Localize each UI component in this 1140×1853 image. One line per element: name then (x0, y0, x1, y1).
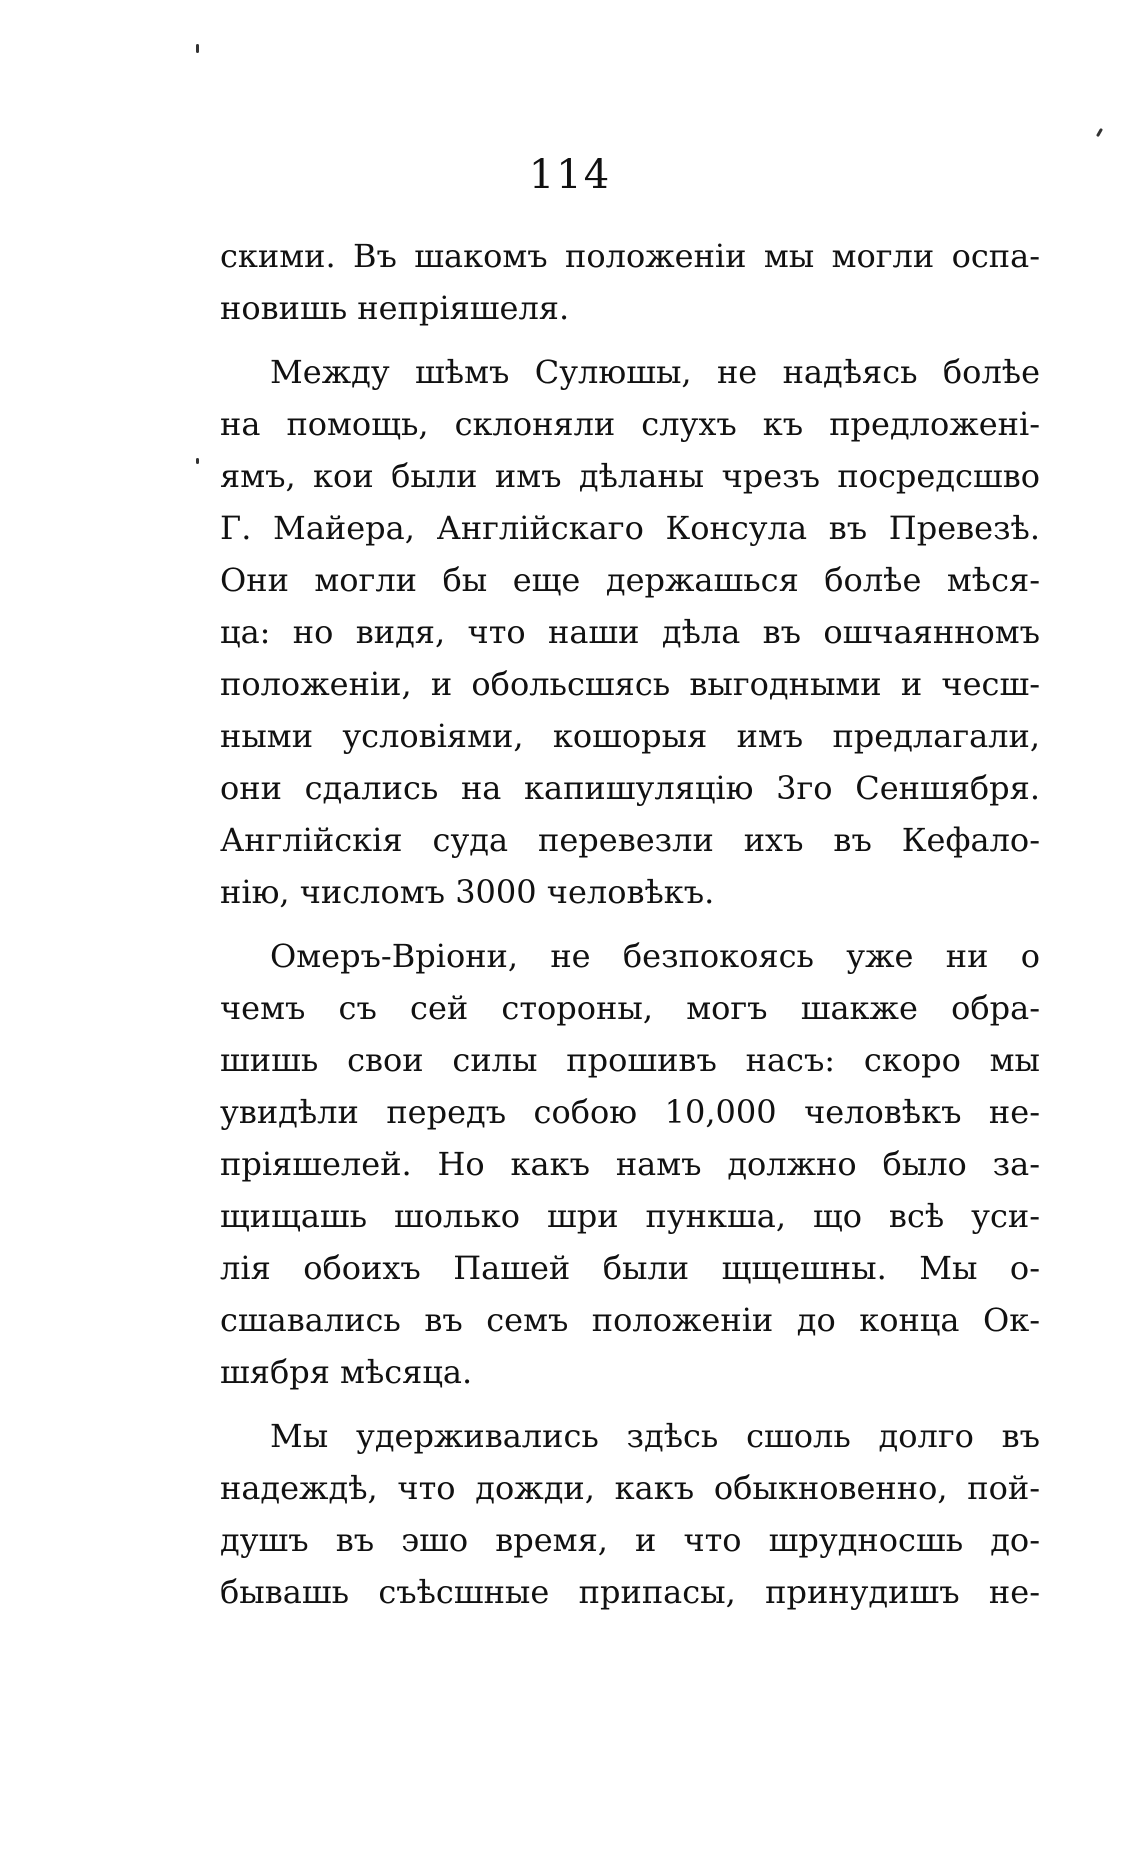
text-line: сшавались въ семъ положеніи до конца Ок- (220, 1301, 1040, 1339)
text-line: положеніи, и обольсшясь выгодными и чесш- (220, 665, 1040, 703)
text-line: новишь непріяшеля. (220, 289, 570, 327)
text-line: увидѣли передъ собою 10,000 человѣкъ не- (220, 1093, 1040, 1131)
text-line: на помощь, склоняли слухъ къ предложені- (220, 405, 1040, 443)
text-line: надеждѣ, что дожди, какъ обыкновенно, пой- (220, 1469, 1040, 1507)
text-line: ямъ, кои были имъ дѣланы чрезъ посредсшво (220, 457, 1040, 495)
text-line: шишь свои силы прошивъ насъ: скоро мы (220, 1041, 1040, 1079)
page-number: 114 (528, 152, 612, 198)
text-line: скими. Въ шакомъ положеніи мы могли оспа- (220, 237, 1040, 275)
ink-speck (1096, 128, 1103, 137)
paragraph-1 (220, 230, 1040, 334)
paragraph-4 (220, 1410, 1040, 1618)
text-line: бывашь съѣсшные припасы, принудишъ не- (220, 1573, 1040, 1611)
ink-speck (196, 458, 199, 464)
text-line: лія обоихъ Пашей были щщешны. Мы о- (220, 1249, 1040, 1287)
text-line: Англійскія суда перевезли ихъ въ Кефало- (220, 821, 1040, 859)
ink-speck (196, 44, 199, 53)
text-line: щищашь шолько шри пункша, що всѣ уси- (220, 1197, 1040, 1235)
text-line: нію, числомъ 3000 человѣкъ. (220, 873, 715, 911)
text-line: ца: но видя, что наши дѣла въ ошчаянномъ (220, 613, 1040, 651)
body-text (220, 230, 1040, 1618)
text-line: шября мѣсяца. (220, 1353, 473, 1391)
text-line: Омеръ-Вріони, не безпокоясь уже ни о (270, 937, 1040, 975)
text-line: Мы удерживались здѣсь сшоль долго въ (270, 1417, 1040, 1455)
text-line: пріяшелей. Но какъ намъ должно было за- (220, 1145, 1040, 1183)
text-line: Они могли бы еще держашься болѣе мѣся- (220, 561, 1040, 599)
text-line: чемъ съ сей стороны, могъ шакже обра- (220, 989, 1040, 1027)
text-line: ными условіями, кошорыя имъ предлагали, (220, 717, 1040, 755)
paragraph-2 (220, 346, 1040, 918)
text-line: Между шѣмъ Сулюшы, не надѣясь болѣе (270, 353, 1040, 391)
text-line: Г. Майера, Англійскаго Консула въ Превезѣ. (220, 509, 1040, 547)
paragraph-3 (220, 930, 1040, 1398)
text-line: душъ въ эшо время, и что шрудносшь до- (220, 1521, 1040, 1559)
text-line: они сдались на капишуляцію 3го Сеншября. (220, 769, 1040, 807)
